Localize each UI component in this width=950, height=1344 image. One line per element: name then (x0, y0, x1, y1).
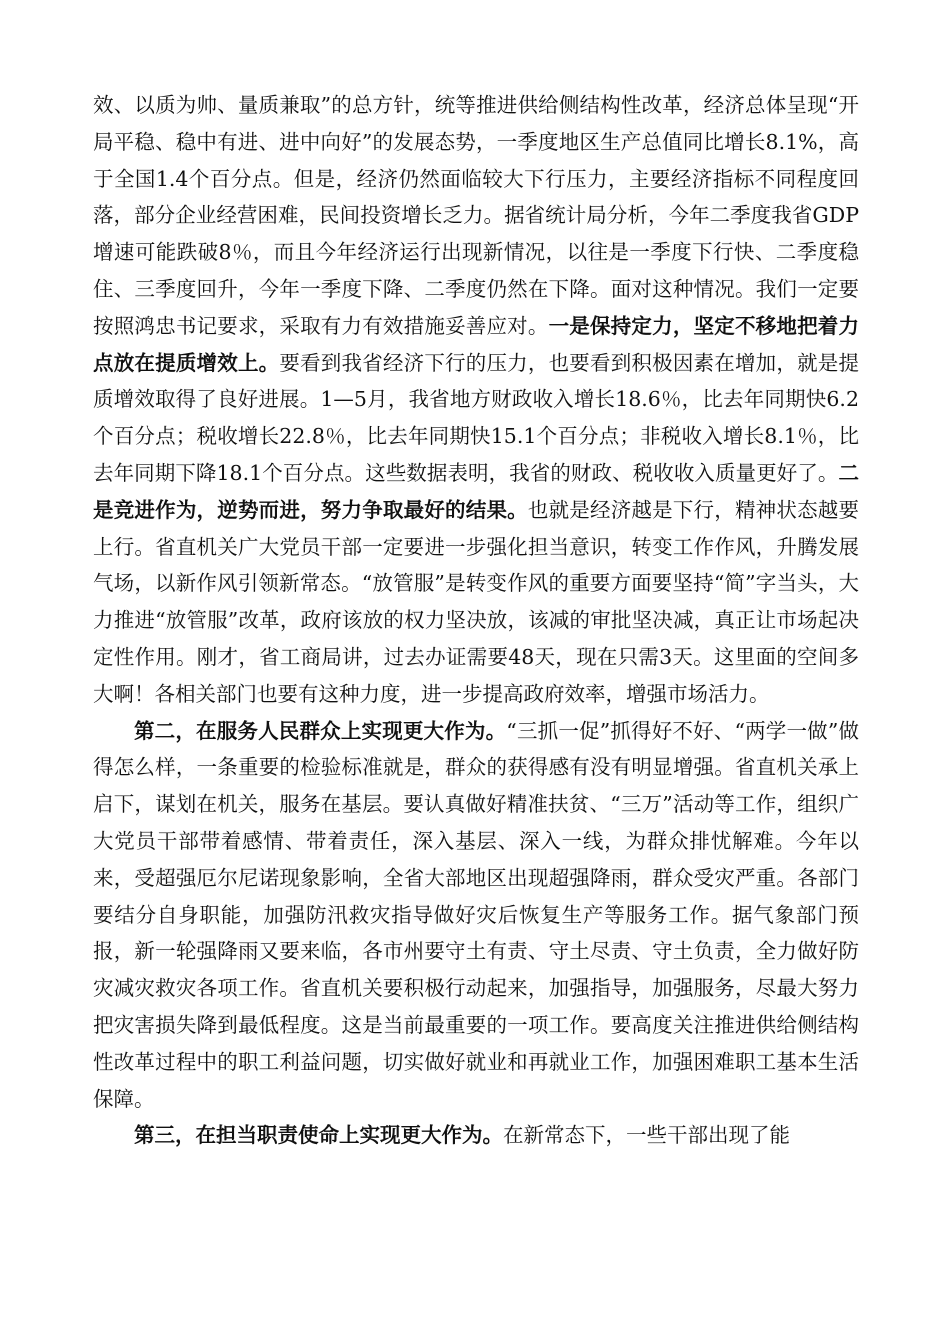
bold-run: 第三，在担当职责使命上实现更大作为。 (134, 1123, 503, 1148)
text-run: “三抓一促”抓得好不好、“两学一做”做得怎么样，一条重要的检验标准就是，群众的获得感有没有明显增强。省直机关承上启下，谋划在机关，服务在基层。要认真做好精准扶贫、“三万”活动等工作，组织广大党员干部带着感情、带着责任，深入基层、深入一线，为群众排忧解难。今年以来，受超强厄尔尼诺现象影响，全省大部地区出现超强降雨，群众受灾严重。各部门要结分自身职能，加强防汛救灾指导做好灾后恢复生产等服务工作。据气象部门预报，新一轮强降雨又要来临，各市州要守土有责、守土尽责、守土负责，全力做好防灾减灾救灾各项工作。省直机关要积极行动起来，加强指导，加强服务，尽最大努力把灾害损失降到最低程度。这是当前最重要的一项工作。要高度关注推进供给侧结构性改革过程中的职工利益问题，切实做好就业和再就业工作，加强困难职工基本生活保障。 (93, 718, 860, 1111)
paragraph-economy (93, 87, 859, 713)
text-run: 也就是经济越是下行，精神状态越要上行。省直机关广大党员干部一定要进一步强化担当意识，转变工作作风，升腾发展气场，以新作风引领新常态。“放管服”是转变作风的重要方面要坚持“简”字当头，大力推进“放管服”改革，政府该放的权力坚决放，该减的审批坚决减，真正让市场起决定性作用。刚才，省工商局讲，过去办证需要48天，现在只需3天。这里面的空间多大啊！各相关部门也要有这种力度，进一步提高政府效率，增强市场活力。 (93, 497, 859, 706)
text-run: 效、以质为帅、量质兼取”的总方针，统等推进供给侧结构性改革，经济总体呈现“开局平稳、稳中有进、进中向好”的发展态势，一季度地区生产总值同比增长8.1%，高于全国1.4个百分点。但是，经济仍然面临较大下行压力，主要经济指标不同程度回落，部分企业经营困难，民间投资增长乏力。据省统计局分析，今年二季度我省GDP增速可能跌破8％，而且今年经济运行出现新情况，以往是一季度下行快、二季度稳住、三季度回升，今年一季度下降、二季度仍然在下降。面对这种情况。我们一定要按照鸿忠书记要求，采取有力有效措施妥善应对。 (93, 93, 859, 338)
bold-run: 二是竞进作为，逆势而进，努力争取最好的结果。 (93, 460, 859, 522)
document-page (93, 87, 859, 1154)
bold-run: 一是保持定力，坚定不移地把着力点放在提质增效上。 (93, 313, 860, 375)
text-run: 在新常态下，一些干部出现了能 (503, 1123, 790, 1148)
text-run: 要看到我省经济下行的压力，也要看到积极因素在增加，就是提质增效取得了良好进展。1—5月，我省地方财政收入增长18.6％，比去年同期快6.2个百分点；税收增长22.8％，比去年同期快15.1个百分点；非税收入增长8.1％，比去年同期下降18.1个百分点。这些数据表明，我省的财政、税收收入质量更好了。 (93, 350, 859, 485)
paragraph-serve-people (93, 713, 859, 1118)
paragraph-responsibility (93, 1117, 859, 1154)
bold-run: 第二，在服务人民群众上实现更大作为。 (134, 718, 507, 743)
